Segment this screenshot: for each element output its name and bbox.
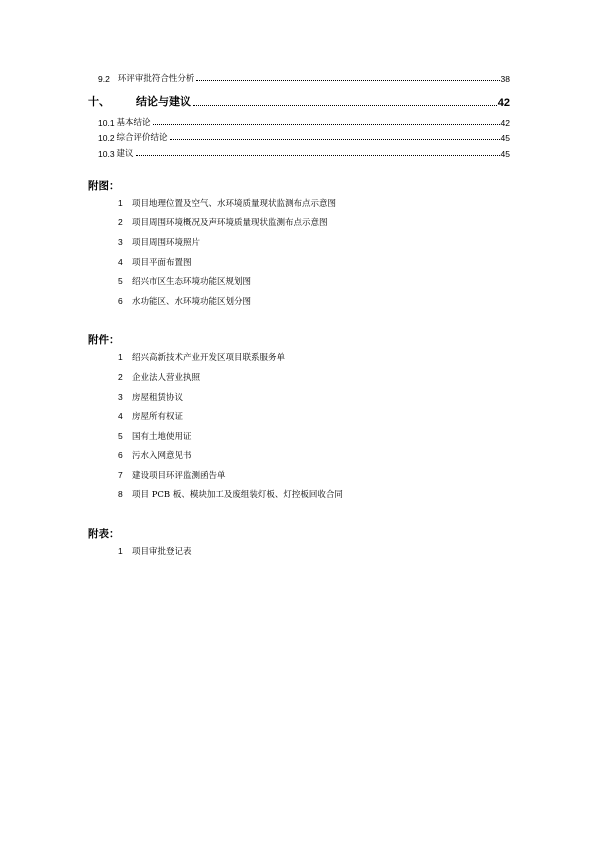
toc-page: 45 — [500, 133, 510, 143]
item-text: 项目周围环境概况及声环境质量现状监测布点示意图 — [132, 218, 328, 228]
toc-leader — [170, 139, 500, 140]
attachment-item — [118, 410, 183, 422]
attachment-item — [118, 488, 343, 500]
item-number: 4 — [118, 257, 123, 267]
toc-title: 结论与建议 — [136, 95, 191, 108]
item-number: 6 — [118, 296, 123, 306]
item-number: 5 — [118, 276, 123, 286]
item-number: 1 — [118, 352, 123, 362]
attachment-item — [118, 449, 192, 461]
figure-item — [118, 275, 251, 287]
toc-entry-9-2[interactable] — [98, 72, 510, 84]
item-number: 1 — [118, 546, 123, 556]
figure-item — [118, 295, 251, 307]
attachment-item — [118, 430, 192, 442]
item-number: 6 — [118, 450, 123, 460]
toc-title: 基本结论 — [116, 118, 151, 128]
toc-number: 10.2 — [98, 133, 115, 143]
figure-item — [118, 197, 336, 209]
item-text: 项目审批登记表 — [132, 547, 192, 557]
item-text: 污水入网意见书 — [132, 451, 192, 461]
toc-title: 综合评价结论 — [116, 133, 168, 143]
item-text: 项目 PCB 板、模块加工及废组装灯板、灯控板回收合同 — [132, 490, 343, 500]
item-text: 绍兴高新技术产业开发区项目联系服务单 — [132, 353, 286, 363]
item-number: 2 — [118, 217, 123, 227]
toc-number: 十、 — [88, 96, 110, 108]
item-text: 水功能区、水环境功能区划分图 — [132, 297, 252, 307]
table-item — [118, 545, 192, 557]
item-number: 4 — [118, 411, 123, 421]
toc-leader — [136, 155, 500, 156]
toc-page: 42 — [497, 97, 510, 109]
item-number: 3 — [118, 237, 123, 247]
item-text: 项目平面布置图 — [132, 258, 192, 268]
toc-title: 建议 — [116, 149, 134, 159]
item-text: 建设项目环评监测函告单 — [132, 471, 226, 481]
item-text: 房屋所有权证 — [132, 412, 184, 422]
attachment-item — [118, 351, 285, 363]
toc-number: 10.1 — [98, 118, 115, 128]
tables-heading: 附表： — [88, 528, 120, 540]
toc-title: 环评审批符合性分析 — [117, 74, 195, 84]
toc-entry-chapter-10[interactable] — [88, 93, 510, 109]
item-number: 1 — [118, 198, 123, 208]
toc-leader — [196, 80, 499, 81]
item-text: 绍兴市区生态环境功能区规划图 — [132, 277, 252, 287]
toc-page: 45 — [500, 149, 510, 159]
figure-item — [118, 236, 200, 248]
attachment-item — [118, 391, 183, 403]
item-text: 企业法人营业执照 — [132, 373, 201, 383]
toc-page: 38 — [500, 74, 510, 84]
item-number: 3 — [118, 392, 123, 402]
figure-item — [118, 216, 328, 228]
item-number: 2 — [118, 372, 123, 382]
toc-entry-10-3[interactable] — [98, 147, 510, 159]
item-text: 项目周围环境照片 — [132, 238, 201, 248]
toc-number: 10.3 — [98, 149, 115, 159]
toc-leader — [153, 124, 500, 125]
item-number: 5 — [118, 431, 123, 441]
item-text: 项目地理位置及空气、水环境质量现状监测布点示意图 — [132, 199, 337, 209]
item-text: 房屋租赁协议 — [132, 393, 184, 403]
attachment-item — [118, 469, 226, 481]
toc-leader — [193, 105, 497, 106]
toc-page: 42 — [500, 118, 510, 128]
toc-entry-10-1[interactable] — [98, 116, 510, 128]
figure-item — [118, 256, 192, 268]
item-text: 国有土地使用证 — [132, 432, 192, 442]
item-number: 7 — [118, 470, 123, 480]
toc-entry-10-2[interactable] — [98, 131, 510, 143]
toc-number: 9.2 — [98, 74, 110, 84]
attachments-heading: 附件： — [88, 334, 120, 346]
item-number: 8 — [118, 489, 123, 499]
figures-heading: 附图： — [88, 180, 120, 192]
attachment-item — [118, 371, 200, 383]
